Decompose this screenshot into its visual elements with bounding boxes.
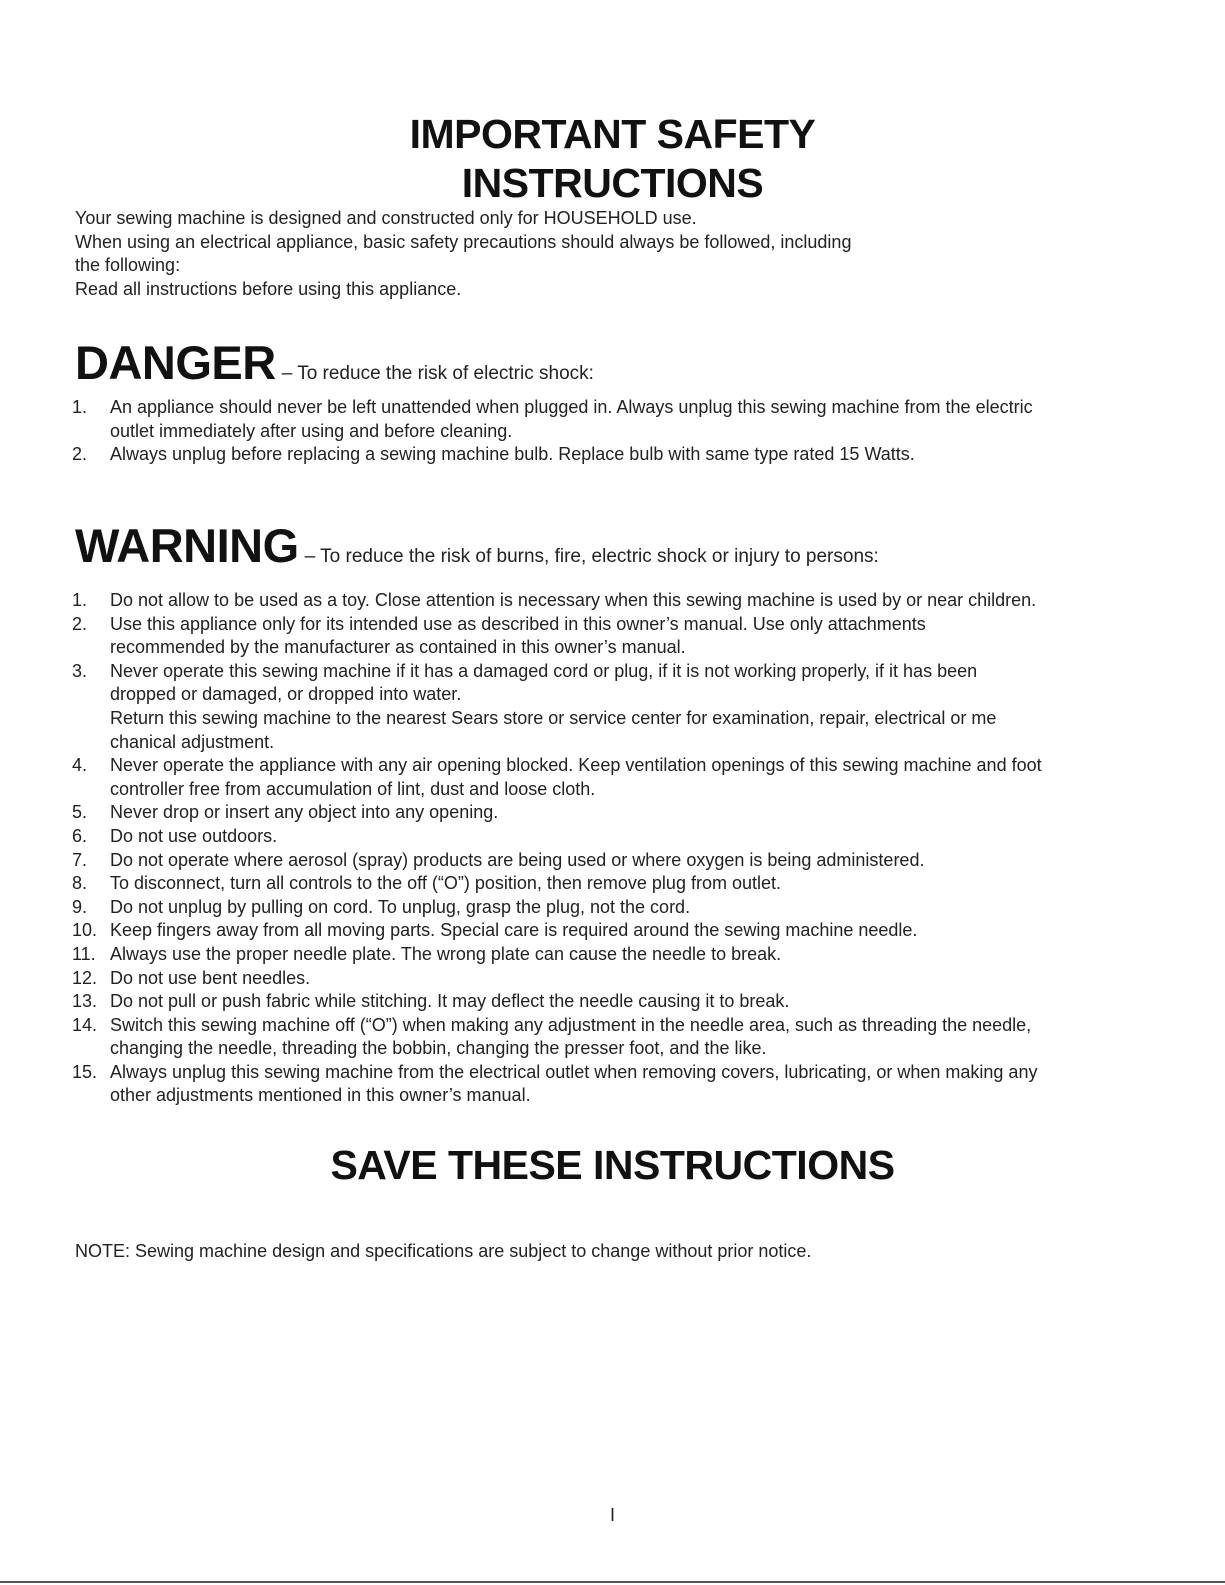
warning-item (72, 825, 1152, 849)
danger-item-number: 2. (72, 444, 88, 465)
warning-item-text-line: Use this appliance only for its intended use as described in this owner’s manual. Use only attachments (110, 613, 926, 634)
danger-item (72, 443, 1152, 467)
intro-paragraph (75, 207, 1175, 301)
warning-item (72, 589, 1152, 613)
danger-title: DANGER (75, 336, 276, 389)
bottom-divider (0, 1581, 1225, 1583)
warning-item-number: 6. (72, 825, 88, 846)
warning-item-text-line: other adjustments mentioned in this owner’s manual. (110, 1085, 531, 1106)
warning-item (72, 896, 1152, 920)
warning-item (72, 754, 1152, 801)
warning-item-number: 8. (72, 873, 88, 894)
intro-line: the following: (75, 255, 181, 276)
warning-item (72, 1014, 1152, 1061)
warning-item-text-line: chanical adjustment. (110, 731, 275, 752)
warning-item-text-line: dropped or damaged, or dropped into water. (110, 684, 462, 705)
warning-item-text-line: Always use the proper needle plate. The wrong plate can cause the needle to break. (110, 943, 782, 964)
warning-item-text-line: Do not use bent needles. (110, 967, 311, 988)
page-number: I (609, 1505, 615, 1525)
warning-item-number: 9. (72, 896, 88, 917)
note-text: NOTE: Sewing machine design and specifications are subject to change without prior notice. (75, 1241, 812, 1261)
warning-item-text-line: controller free from accumulation of lint, dust and loose cloth. (110, 778, 596, 799)
warning-item (72, 919, 1152, 943)
warning-item (72, 613, 1152, 660)
warning-item-text-line: changing the needle, threading the bobbin, changing the presser foot, and the like. (110, 1038, 767, 1059)
warning-item-number: 12. (72, 967, 98, 988)
warning-item-text-line: Always unplug this sewing machine from the electrical outlet when removing covers, lubricating, or when making any (110, 1061, 1038, 1082)
intro-line: Read all instructions before using this appliance. (75, 278, 462, 299)
warning-item-number: 15. (72, 1061, 98, 1082)
danger-item-text-line: An appliance should never be left unattended when plugged in. Always unplug this sewing machine from the electric (110, 397, 1033, 417)
danger-subtitle: – To reduce the risk of electric shock: (281, 363, 594, 384)
warning-item-number: 7. (72, 849, 88, 870)
warning-item-number: 14. (72, 1014, 98, 1035)
danger-item-text-line: outlet immediately after using and before cleaning. (110, 420, 513, 441)
intro-line: Your sewing machine is designed and constructed only for HOUSEHOLD use. (75, 208, 697, 228)
warning-item-number: 2. (72, 613, 88, 634)
warning-item-text-line: Never drop or insert any object into any opening. (110, 802, 499, 823)
warning-item-text-line: Never operate this sewing machine if it has a damaged cord or plug, if it is not working properly, if it has been (110, 660, 978, 681)
warning-item-text-line: Never operate the appliance with any air opening blocked. Keep ventilation openings of this sewing machine and foot (110, 755, 1042, 776)
warning-item (72, 967, 1152, 991)
warning-item (72, 872, 1152, 896)
warning-item-text-line: Switch this sewing machine off (“O”) when making any adjustment in the needle area, such as threading the needle, (110, 1014, 1032, 1035)
warning-item (72, 990, 1152, 1014)
warning-item-text-line: recommended by the manufacturer as contained in this owner’s manual. (110, 637, 686, 658)
warning-item-number: 10. (72, 920, 98, 941)
warning-title: WARNING (75, 519, 299, 572)
danger-item-number: 1. (72, 397, 88, 417)
danger-item (72, 396, 1152, 443)
warning-item-text-line: Do not operate where aerosol (spray) products are being used or where oxygen is being administered. (110, 849, 925, 870)
warning-item-text-line: Do not allow to be used as a toy. Close attention is necessary when this sewing machine is used by or near children. (110, 590, 1037, 610)
warning-item-text-line: Keep fingers away from all moving parts. Special care is required around the sewing machine needle. (110, 920, 918, 941)
warning-item (72, 849, 1152, 873)
warning-item-text-line: Return this sewing machine to the nearest Sears store or service center for examination, repair, electrical or me (110, 707, 997, 728)
warning-item-text-line: To disconnect, turn all controls to the off (“O”) position, then remove plug from outlet. (110, 873, 781, 894)
warning-heading (75, 518, 879, 573)
danger-list (72, 396, 1152, 467)
save-instructions-heading: SAVE THESE INSTRUCTIONS (330, 1142, 895, 1188)
warning-item-number: 3. (72, 660, 88, 681)
warning-item (72, 943, 1152, 967)
warning-item (72, 660, 1152, 754)
warning-list (72, 589, 1152, 1108)
warning-item-text-line: Do not pull or push fabric while stitching. It may deflect the needle causing it to break. (110, 991, 790, 1012)
warning-item-number: 4. (72, 755, 88, 776)
warning-item-number: 5. (72, 802, 88, 823)
intro-line: When using an electrical appliance, basic safety precautions should always be followed, including (75, 231, 852, 252)
warning-item-number: 13. (72, 991, 98, 1012)
warning-item-text-line: Do not use outdoors. (110, 825, 278, 846)
warning-subtitle: – To reduce the risk of burns, fire, electric shock or injury to persons: (304, 546, 879, 567)
warning-item-number: 11. (72, 943, 96, 964)
danger-heading (75, 335, 594, 390)
warning-item-text-line: Do not unplug by pulling on cord. To unplug, grasp the plug, not the cord. (110, 896, 691, 917)
warning-item (72, 801, 1152, 825)
warning-item (72, 1061, 1152, 1108)
danger-item-text-line: Always unplug before replacing a sewing machine bulb. Replace bulb with same type rated 15 Watts. (110, 444, 915, 465)
warning-item-number: 1. (72, 590, 88, 610)
page-title-line-1: IMPORTANT SAFETY (409, 111, 816, 157)
page-title-line-2: INSTRUCTIONS (461, 160, 764, 206)
